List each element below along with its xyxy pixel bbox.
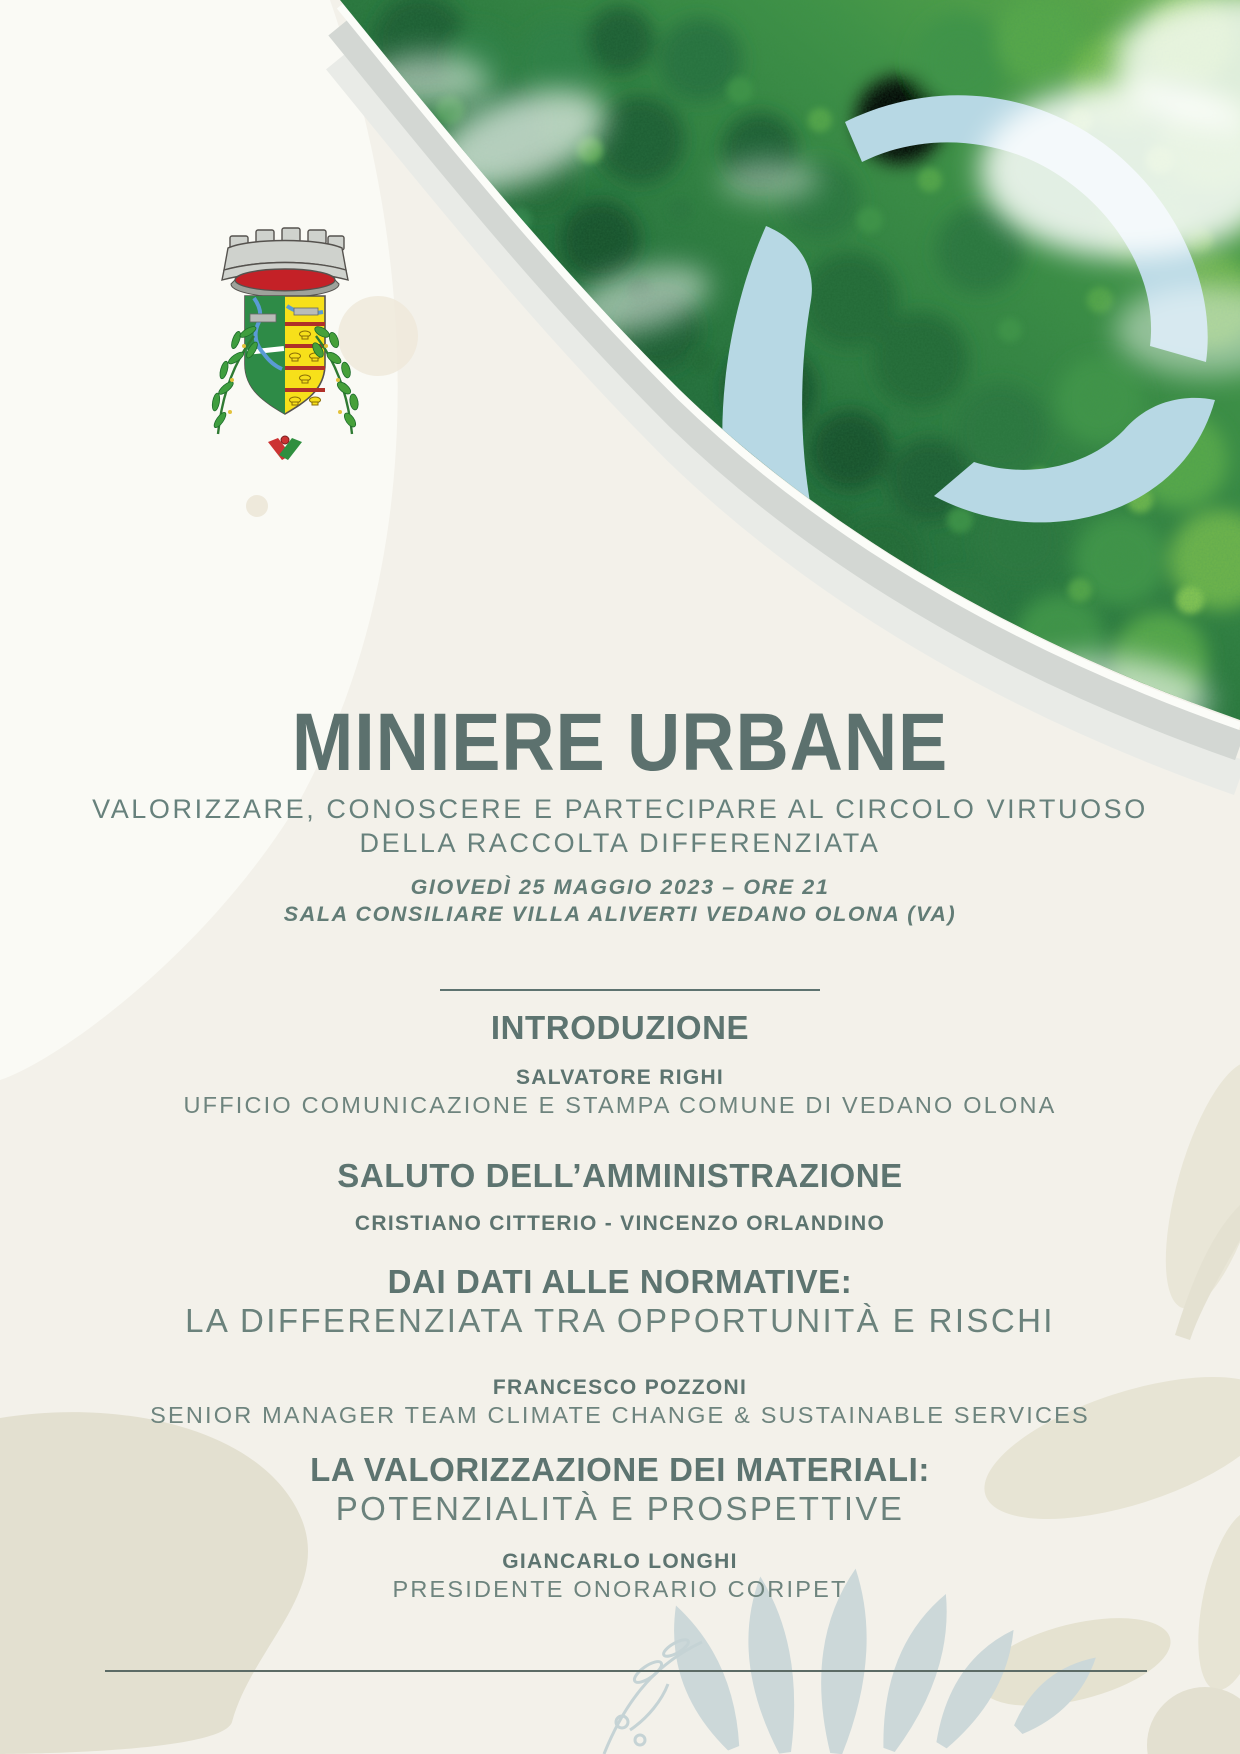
- subtitle-line-1: VALORIZZARE, CONOSCERE E PARTECIPARE AL CIRCOLO VIRTUOSO: [92, 794, 1148, 824]
- agenda-title-dai-dati: [0, 1262, 1240, 1340]
- agenda-speaker: FRANCESCO POZZONI: [492, 1376, 748, 1399]
- agenda-speaker-role: PRESIDENTE ONORARIO CORIPET: [392, 1576, 848, 1602]
- agenda-title-valorizzazione: [0, 1450, 1240, 1528]
- municipal-crest: [190, 222, 380, 486]
- agenda-speaker-role: SENIOR MANAGER TEAM CLIMATE CHANGE & SUSTAINABLE SERVICES: [150, 1402, 1090, 1428]
- agenda-speaker: GIANCARLO LONGHI: [502, 1550, 738, 1573]
- event-when-where: [0, 874, 1240, 928]
- event-subtitle: [0, 792, 1240, 860]
- agenda-title-line-1: DAI DATI ALLE NORMATIVE:: [387, 1263, 853, 1300]
- page-title: MINIERE URBANE: [291, 697, 949, 788]
- mural-crown-icon: [222, 228, 348, 297]
- event-datetime: GIOVEDÌ 25 MAGGIO 2023 – ORE 21: [410, 875, 830, 899]
- agenda-title-line-2: LA DIFFERENZIATA TRA OPPORTUNITÀ E RISCHI: [185, 1302, 1055, 1339]
- beige-circle-small: [246, 495, 268, 517]
- agenda-title-saluto: SALUTO DELL’AMMINISTRAZIONE: [337, 1157, 903, 1194]
- agenda-speaker-role: UFFICIO COMUNICAZIONE E STAMPA COMUNE DI VEDANO OLONA: [183, 1092, 1057, 1118]
- section-divider: [440, 989, 820, 991]
- footer-divider: [105, 1670, 1147, 1672]
- event-venue: SALA CONSILIARE VILLA ALIVERTI VEDANO OLONA (VA): [283, 902, 957, 926]
- agenda-title-line-2: POTENZIALITÀ E PROSPETTIVE: [335, 1490, 905, 1527]
- ribbon-icon: [268, 436, 302, 460]
- subtitle-line-2: DELLA RACCOLTA DIFFERENZIATA: [359, 828, 881, 858]
- agenda-speaker: SALVATORE RIGHI: [515, 1066, 725, 1089]
- agenda-title-introduzione: INTRODUZIONE: [490, 1009, 750, 1046]
- agenda-speaker: CRISTIANO CITTERIO - VINCENZO ORLANDINO: [354, 1212, 886, 1235]
- agenda-title-line-1: LA VALORIZZAZIONE DEI MATERIALI:: [310, 1451, 930, 1488]
- shield: [245, 296, 325, 414]
